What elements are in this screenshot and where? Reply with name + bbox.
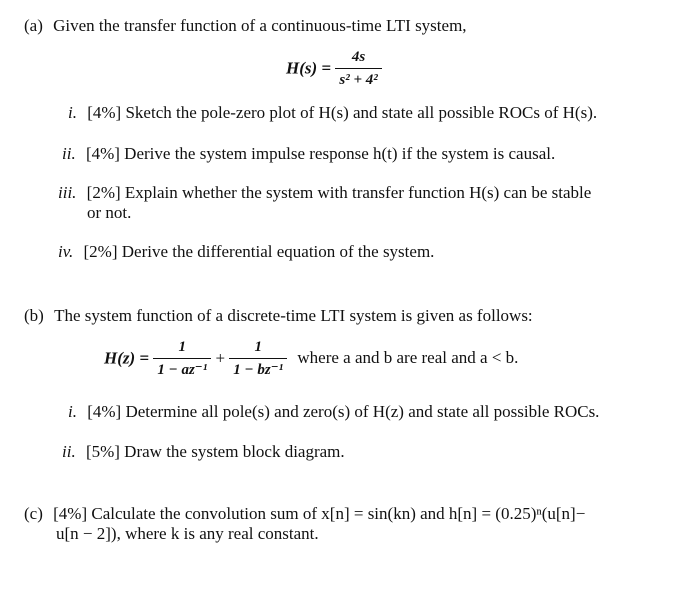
part-b-where-clause: where a and b are real and a < b. <box>297 348 519 368</box>
fraction-2-denominator: 1 − bz⁻¹ <box>233 362 284 378</box>
part-a-equation <box>286 48 382 89</box>
item-number: ii. <box>62 442 76 461</box>
part-a-item-3-continued: or not. <box>87 203 132 222</box>
part-c-text: [4%] Calculate the convolution sum of x[n] = sin(kn) and h[n] = (0.25)ⁿ(u[n]− <box>53 504 586 523</box>
item-number: i. <box>68 402 77 421</box>
fraction-1-denominator: 1 − az⁻¹ <box>157 362 208 378</box>
part-b-item-2 <box>62 442 345 462</box>
part-a-item-2 <box>62 144 555 164</box>
item-number: i. <box>68 103 77 122</box>
part-b-fraction-2 <box>229 338 287 379</box>
item-text: [4%] Derive the system impulse response h(t) if the system is causal. <box>85 144 556 163</box>
item-number: ii. <box>62 144 76 163</box>
fraction-2-numerator: 1 <box>229 338 287 359</box>
part-b-label: (b) <box>24 306 44 325</box>
part-a-item-1 <box>68 103 597 123</box>
part-b-fraction-1 <box>153 338 211 379</box>
part-b-equation <box>104 338 518 379</box>
item-number: iii. <box>58 183 77 202</box>
part-a-item-3 <box>58 183 591 203</box>
part-a-item-4 <box>58 242 434 262</box>
part-c-line-2: u[n − 2]), where k is any real constant. <box>56 524 319 543</box>
plus-sign: + <box>215 348 226 368</box>
part-a-eq-numerator: 4s <box>335 48 381 69</box>
part-a-eq-fraction <box>335 48 381 89</box>
part-a-eq-denominator: s² + 4² <box>339 72 378 88</box>
part-a-heading <box>24 16 467 36</box>
part-b-intro: The system function of a discrete-time LTI system is given as follows: <box>54 306 533 325</box>
item-number: iv. <box>58 242 74 261</box>
item-text: [4%] Sketch the pole-zero plot of H(s) and state all possible ROCs of H(s). <box>87 103 598 122</box>
part-b-eq-lhs: H(z) = <box>104 348 150 368</box>
part-a-label: (a) <box>24 16 43 35</box>
fraction-1-numerator: 1 <box>153 338 211 359</box>
item-text: [2%] Explain whether the system with transfer function H(s) can be stable <box>86 183 592 202</box>
item-text: [5%] Draw the system block diagram. <box>85 442 345 461</box>
part-a-intro: Given the transfer function of a continuous-time LTI system, <box>53 16 467 35</box>
item-text: [2%] Derive the differential equation of the system. <box>83 242 435 261</box>
part-c-label: (c) <box>24 504 43 523</box>
part-b-heading <box>24 306 533 326</box>
part-a-eq-lhs: H(s) = <box>286 58 332 78</box>
part-b-item-1 <box>68 402 599 422</box>
part-c-line-1 <box>24 504 585 524</box>
item-text: [4%] Determine all pole(s) and zero(s) of H(z) and state all possible ROCs. <box>87 402 600 421</box>
